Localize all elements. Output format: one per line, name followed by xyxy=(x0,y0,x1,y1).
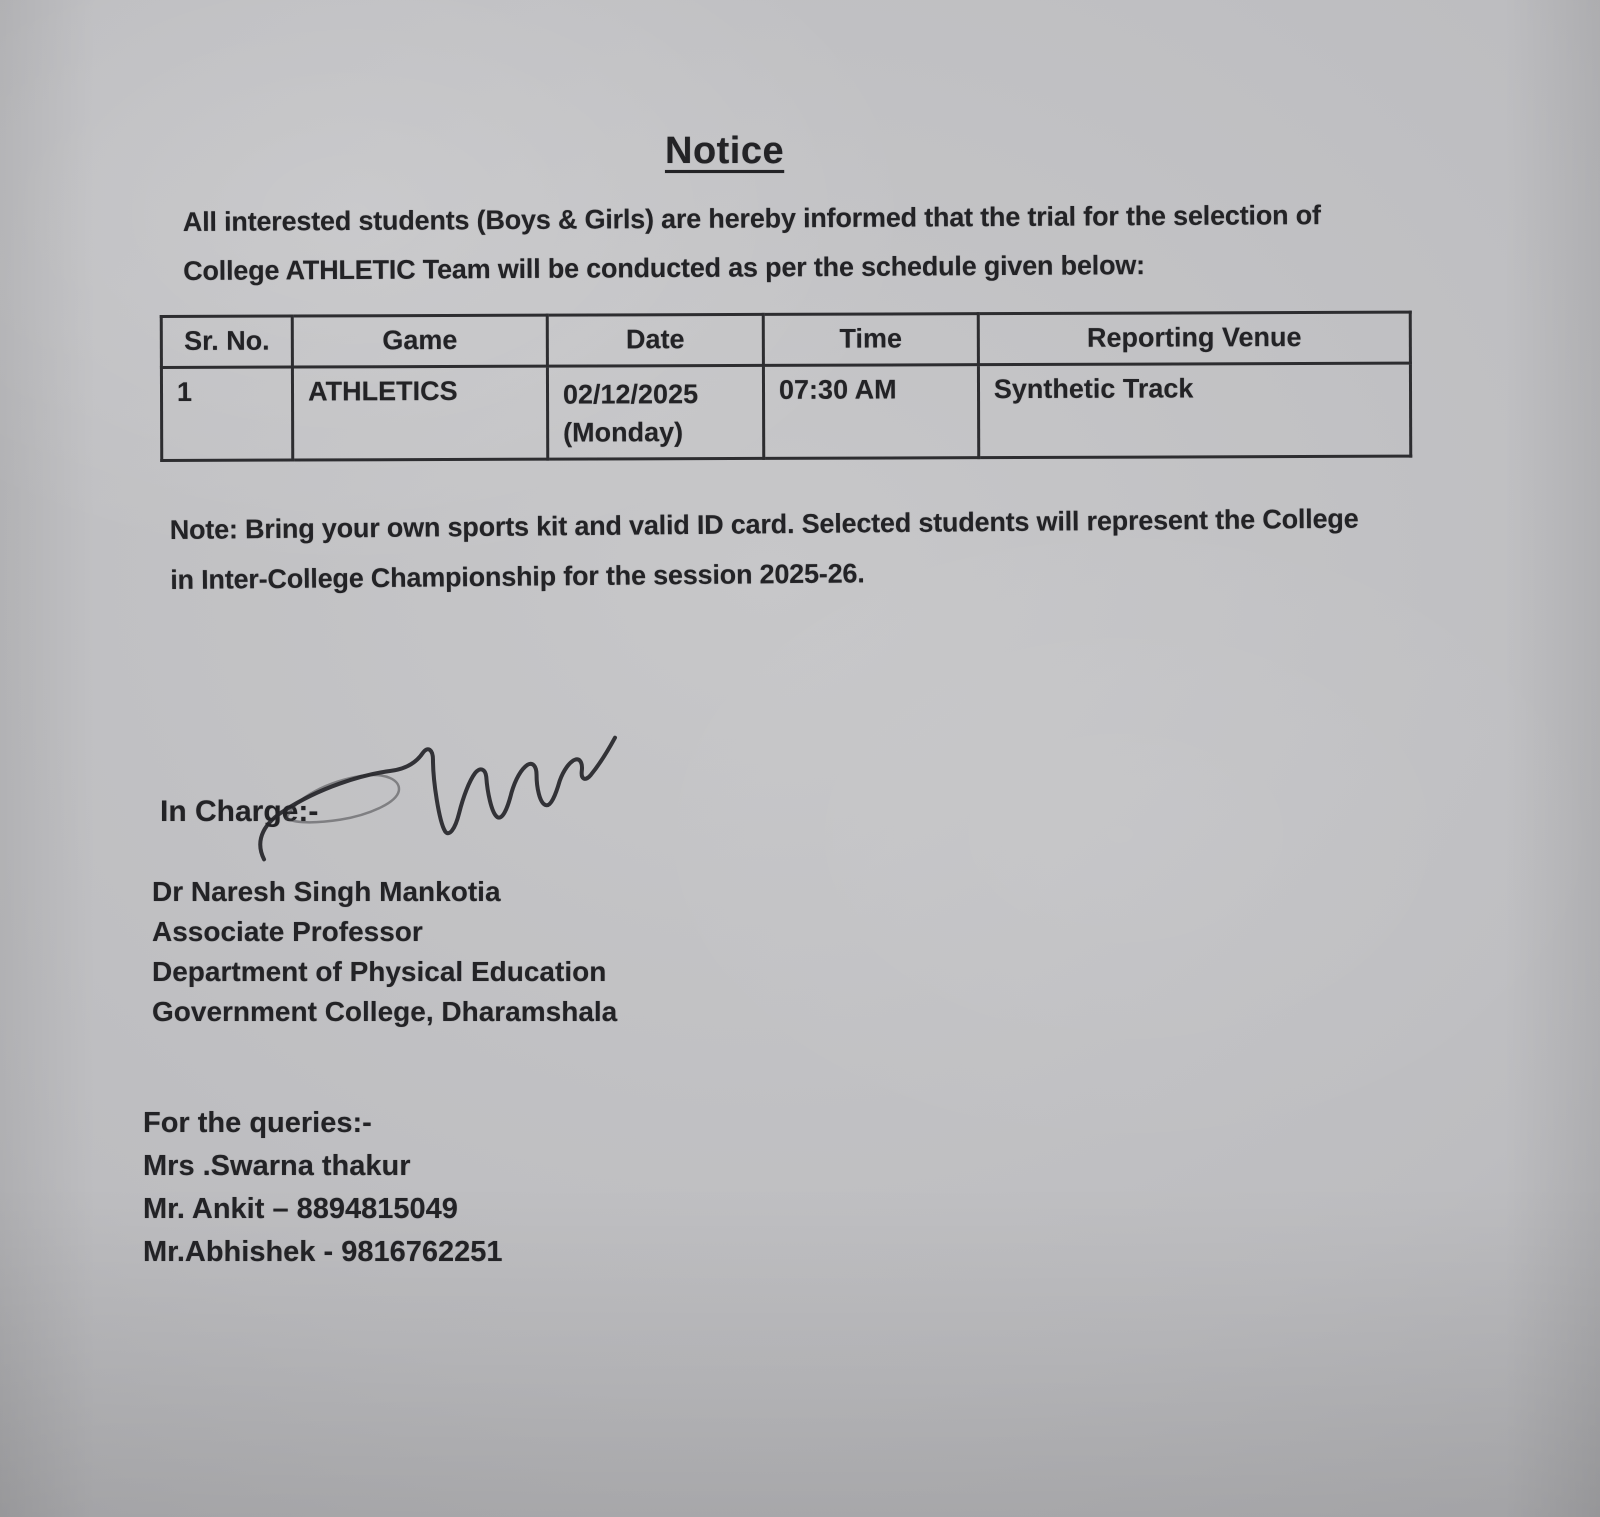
signature-handwritten xyxy=(256,724,618,866)
col-header-time: Time xyxy=(763,314,978,366)
col-header-venue: Reporting Venue xyxy=(978,312,1410,365)
signatory-designation: Associate Professor xyxy=(152,916,423,947)
queries-block xyxy=(143,1102,502,1274)
queries-heading: For the queries:- xyxy=(143,1107,372,1139)
query-contact-2: Mr. Ankit – 8894815049 xyxy=(143,1193,458,1225)
signatory-name: Dr Naresh Singh Mankotia xyxy=(152,876,501,907)
query-contact-3: Mr.Abhishek - 9816762251 xyxy=(143,1236,503,1268)
note-paragraph: Note: Bring your own sports kit and valid ID card. Selected students will represent the College in Inter-College Championship for the session 2025-26. xyxy=(169,503,1359,595)
col-header-sr-no: Sr. No. xyxy=(161,316,292,367)
cell-sr-no: 1 xyxy=(161,367,292,460)
signatory-institution: Government College, Dharamshala xyxy=(152,996,618,1027)
cell-date: 02/12/2025 (Monday) xyxy=(547,365,763,459)
page-title: Notice xyxy=(665,130,785,172)
signatory-department: Department of Physical Education xyxy=(152,956,607,987)
schedule-table xyxy=(160,311,1413,462)
cell-venue: Synthetic Track xyxy=(978,363,1411,458)
intro-paragraph: All interested students (Boys & Girls) are hereby informed that the trial for the selection of College ATHLETIC Team will be conducted as per the schedule given below: xyxy=(182,200,1321,286)
table-row xyxy=(161,363,1410,460)
signatory-block xyxy=(152,872,617,1032)
table-header-row xyxy=(161,312,1410,367)
cell-time: 07:30 AM xyxy=(763,365,978,459)
in-charge-label: In Charge:- xyxy=(160,795,319,828)
col-header-game: Game xyxy=(292,315,547,367)
cell-game: ATHLETICS xyxy=(293,366,548,460)
col-header-date: Date xyxy=(547,314,763,366)
query-contact-1: Mrs .Swarna thakur xyxy=(143,1150,411,1182)
